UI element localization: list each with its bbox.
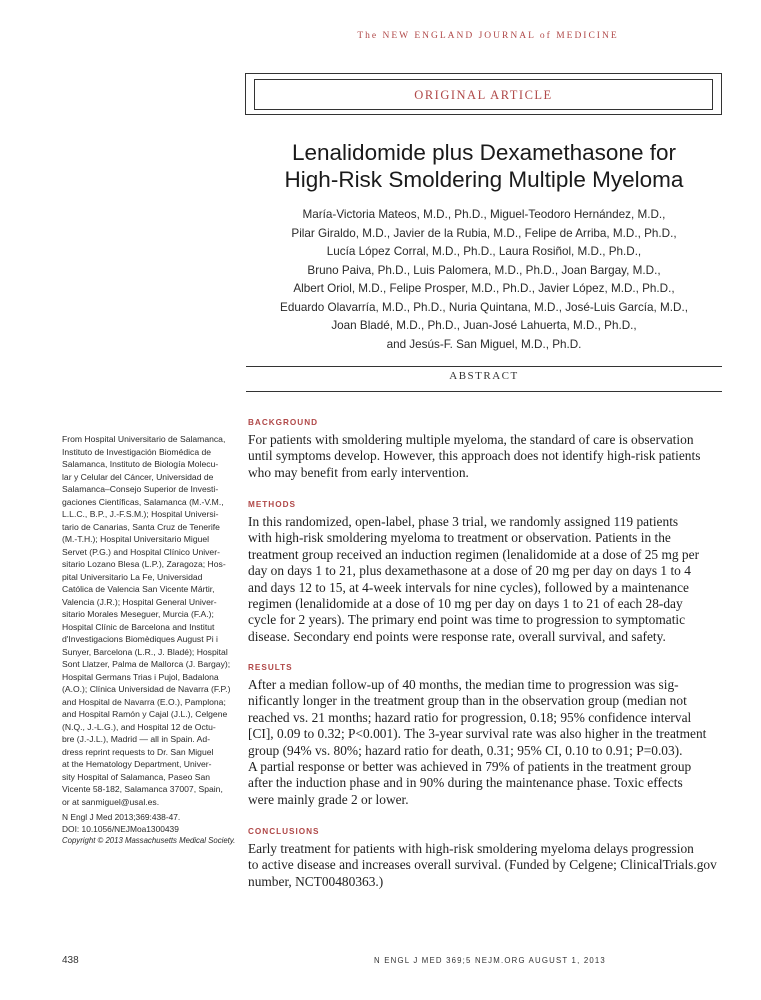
affiliation-line: sitario Lozano Blesa (L.P.), Zaragoza; Hos- <box>62 559 226 569</box>
text-line: nificantly longer in the treatment group than in the observation group (median not <box>248 693 687 709</box>
affiliations-sidebar <box>62 433 238 808</box>
results-text <box>248 677 723 808</box>
text-line: disease. Secondary end points were response rate, overall survival, and safety. <box>248 628 666 644</box>
results-heading: RESULTS <box>248 663 293 672</box>
affiliation-line: L.L.C., B.P., J.-F.S.M.); Hospital Universi- <box>62 509 219 519</box>
text-line: were mainly grade 2 or lower. <box>248 791 409 807</box>
affiliation-line: Vicente 58-182, Salamanca 37007, Spain, <box>62 784 223 794</box>
text-line: after the induction phase and in 90% during the maintenance phase. Toxic effects <box>248 775 683 791</box>
footer-journal-info: N ENGL J MED 369;5 NEJM.ORG AUGUST 1, 2013 <box>374 956 606 965</box>
text-line: After a median follow-up of 40 months, the median time to progression was sig- <box>248 677 679 692</box>
affiliation-line: Instituto de Investigación Biomédica de <box>62 446 212 457</box>
article-title <box>246 139 722 193</box>
affiliation-line: sitario Morales Meseguer, Murcia (F.A.); <box>62 609 214 619</box>
text-line: reached vs. 21 months; hazard ratio for progression, 0.18; 95% confidence interval <box>248 709 692 725</box>
copyright-notice: Copyright © 2013 Massachusetts Medical Society. <box>62 836 236 845</box>
text-line: number, NCT00480363.) <box>248 873 384 889</box>
background-heading: BACKGROUND <box>248 418 319 427</box>
author-line: Joan Bladé, M.D., Ph.D., Juan-José Lahuerta, M.D., Ph.D., <box>331 319 637 332</box>
affiliation-line: gaciones Científicas, Salamanca (M.-V.M., <box>62 496 224 507</box>
citation-doi: DOI: 10.1056/NEJMoa1300439 <box>62 824 179 834</box>
article-type-label: ORIGINAL ARTICLE <box>254 79 713 110</box>
methods-heading: METHODS <box>248 500 296 509</box>
text-line: Early treatment for patients with high-risk smoldering myeloma delays progression <box>248 841 694 856</box>
text-line: cycle for 2 years). The primary end point was time to progression to symptomatic <box>248 612 686 628</box>
conclusions-text <box>248 841 723 890</box>
affiliation-line: Sunyer, Barcelona (L.R., J. Bladé); Hospital <box>62 646 228 657</box>
text-line: and days 12 to 15, at 4-week intervals for nine cycles), followed by a maintenance <box>248 579 689 595</box>
affiliation-line: Sont Llatzer, Palma de Mallorca (J. Bargay); <box>62 659 231 669</box>
text-line: For patients with smoldering multiple myeloma, the standard of care is observation <box>248 432 694 447</box>
affiliation-line: tario de Canarias, Santa Cruz de Tenerife <box>62 521 220 532</box>
citation-block <box>62 811 242 847</box>
affiliation-line: Valencia (J.R.); Hospital General Univer- <box>62 596 217 607</box>
affiliation-line: at the Hematology Department, Univer- <box>62 759 212 769</box>
affiliation-line: bre (J.-J.L.), Madrid — all in Spain. Ad- <box>62 734 211 744</box>
affiliation-line: Hospital Clínic de Barcelona and Institut <box>62 621 215 632</box>
author-list <box>246 206 722 354</box>
affiliation-line: or at sanmiguel@usal.es. <box>62 796 160 807</box>
text-line: group (94% vs. 80%; hazard ratio for death, 0.31; 95% CI, 0.10 to 0.91; P=0.03). <box>248 742 683 758</box>
affiliation-line: dress reprint requests to Dr. San Miguel <box>62 746 214 757</box>
page-number: 438 <box>62 955 79 966</box>
affiliation-line: d'Investigacions Biomèdiques August Pi i <box>62 634 218 644</box>
text-line: to active disease and increases overall survival. (Funded by Celgene; ClinicalTrials.gov <box>248 857 717 873</box>
text-line: until symptoms develop. However, this approach does not identify high-risk patients <box>248 448 701 464</box>
author-line: María-Victoria Mateos, M.D., Ph.D., Miguel-Teodoro Hernández, M.D., <box>302 208 666 221</box>
title-line: Lenalidomide plus Dexamethasone for <box>292 140 676 165</box>
text-line: In this randomized, open-label, phase 3 trial, we randomly assigned 119 patients <box>248 514 679 529</box>
text-line: treatment group received an induction regimen (lenalidomide at a dose of 25 mg per <box>248 546 700 562</box>
author-line: Albert Oriol, M.D., Felipe Prosper, M.D., Ph.D., Javier López, M.D., Ph.D., <box>293 282 675 295</box>
title-line: High-Risk Smoldering Multiple Myeloma <box>284 167 684 192</box>
author-line: Eduardo Olavarría, M.D., Ph.D., Nuria Quintana, M.D., José-Luis García, M.D., <box>280 300 688 314</box>
affiliation-line: pital Universitario La Fe, Universidad <box>62 571 203 582</box>
text-line: regimen (lenalidomide at a dose of 10 mg per day on days 1 to 21 of each 28-day <box>248 596 683 612</box>
affiliation-line: (M.-T.H.); Hospital Universitario Miguel <box>62 534 210 544</box>
text-line: with high-risk smoldering myeloma to treatment or observation. Patients in the <box>248 530 671 546</box>
affiliation-line: (A.O.); Clínica Universidad de Navarra (F.P.) <box>62 684 231 694</box>
author-line: Lucía López Corral, M.D., Ph.D., Laura Rosiñol, M.D., Ph.D., <box>326 245 642 258</box>
text-line: [CI], 0.09 to 0.32; P<0.001). The 3-year survival rate was also higher in the treatment <box>248 726 707 742</box>
abstract-divider-bottom <box>246 391 722 392</box>
affiliation-line: (N.Q., J.-L.G.), and Hospital 12 de Octu- <box>62 721 216 732</box>
text-line: A partial response or better was achieved in 79% of patients in the treatment group <box>248 759 692 775</box>
affiliation-line: sity Hospital of Salamanca, Paseo San <box>62 771 211 782</box>
text-line: day on days 1 to 21, plus dexamethasone at a dose of 20 mg per day on days 1 to 4 <box>248 563 691 579</box>
affiliation-line: and Hospital Ramón y Cajal (J.L.), Celgene <box>62 709 228 719</box>
affiliation-line: lar y Celular del Cáncer, Universidad de <box>62 471 214 482</box>
citation-reference: N Engl J Med 2013;369:438-47. <box>62 812 181 822</box>
article-type-box <box>245 73 722 115</box>
abstract-divider-top <box>246 366 722 367</box>
abstract-heading: ABSTRACT <box>449 370 519 382</box>
background-text <box>248 432 723 481</box>
affiliation-line: Servet (P.G.) and Hospital Clínico Univer- <box>62 546 220 557</box>
journal-header: The NEW ENGLAND JOURNAL of MEDICINE <box>357 31 619 41</box>
affiliation-line: Salamanca, Instituto de Biología Molecu- <box>62 459 219 469</box>
affiliation-line: Hospital Germans Trias i Pujol, Badalona <box>62 671 219 682</box>
author-line: Bruno Paiva, Ph.D., Luis Palomera, M.D., Ph.D., Joan Bargay, M.D., <box>307 263 661 277</box>
affiliation-line: Católica de Valencia San Vicente Mártir, <box>62 584 215 594</box>
author-line: and Jesús-F. San Miguel, M.D., Ph.D. <box>386 337 582 351</box>
affiliation-line: and Hospital de Navarra (E.O.), Pamplona; <box>62 696 226 707</box>
author-line: Pilar Giraldo, M.D., Javier de la Rubia, M.D., Felipe de Arriba, M.D., Ph.D., <box>291 226 677 240</box>
text-line: who may benefit from early intervention. <box>248 464 469 480</box>
conclusions-heading: CONCLUSIONS <box>248 827 320 836</box>
methods-text <box>248 514 723 645</box>
affiliation-line: Salamanca–Consejo Superior de Investi- <box>62 484 219 494</box>
affiliation-line: From Hospital Universitario de Salamanca, <box>62 434 226 444</box>
